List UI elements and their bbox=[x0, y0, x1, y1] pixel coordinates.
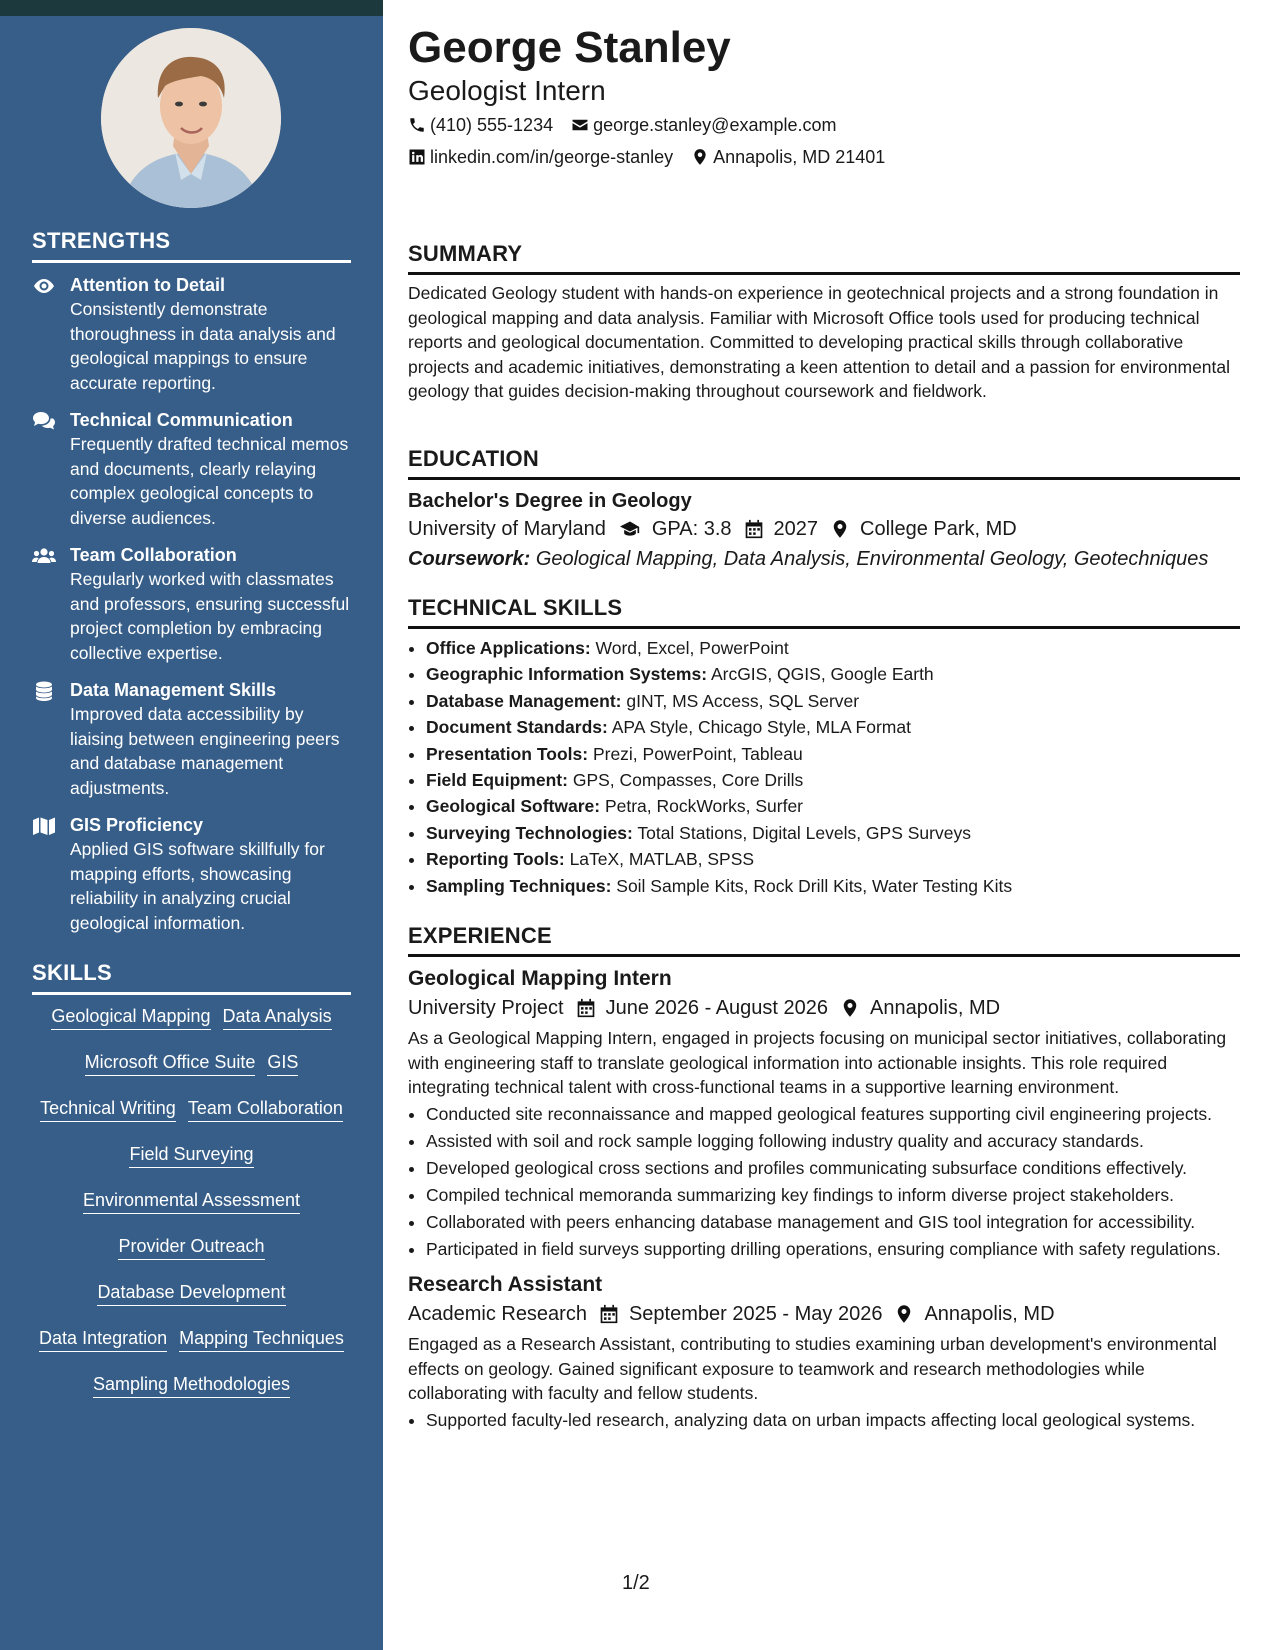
contact-email[interactable] bbox=[571, 113, 836, 137]
job-bullet: • Assisted with soil and rock sample logging following industry quality and accuracy standards. bbox=[426, 1129, 1240, 1154]
technical-skills-section bbox=[408, 594, 1240, 900]
database-icon bbox=[32, 678, 70, 800]
job-dates: September 2025 - May 2026 bbox=[628, 1303, 883, 1325]
technical-skill-item: • Document Standards: APA Style, Chicago Style, MLA Format bbox=[426, 715, 1240, 739]
strength-title: GIS Proficiency bbox=[70, 815, 204, 835]
job-entry-meta bbox=[408, 993, 1240, 1023]
skill-tag: Microsoft Office Suite bbox=[85, 1050, 256, 1076]
strength-description: Consistently demonstrate thoroughness in data analysis and geological mappings to ensure accurate reporting. bbox=[70, 299, 336, 393]
email-text[interactable]: george.stanley@example.com bbox=[593, 115, 837, 135]
strength-description: Frequently drafted technical memos and documents, clearly relaying complex geological concepts to diverse audiences. bbox=[70, 434, 349, 528]
job-description: Engaged as a Research Assistant, contributing to studies examining urban development's environmental effects on geology. Gained significant exposure to teamwork and research methodologies while collaborating with faculty and fellow students. bbox=[408, 1334, 1217, 1403]
job-dates: June 2026 - August 2026 bbox=[605, 997, 829, 1019]
technical-skills-heading: TECHNICAL SKILLS bbox=[408, 594, 1240, 629]
contact-phone bbox=[408, 113, 553, 137]
map-marker-icon bbox=[894, 1304, 914, 1324]
map-marker-icon bbox=[830, 519, 850, 539]
graduation-cap-icon bbox=[618, 519, 642, 539]
map-marker-icon bbox=[840, 998, 860, 1018]
strength-title: Data Management Skills bbox=[70, 680, 277, 700]
comments-icon bbox=[32, 408, 70, 530]
experience-heading: EXPERIENCE bbox=[408, 922, 1240, 957]
skills-list bbox=[32, 1004, 351, 1418]
job-entry-meta bbox=[408, 1299, 1240, 1329]
skill-tag: Environmental Assessment bbox=[83, 1188, 300, 1214]
strength-item bbox=[32, 543, 357, 665]
job-description: As a Geological Mapping Intern, engaged in projects focusing on municipal sector initiatives, collaborating with engineering staff to translate geological information into actionable insights. This role required integrating technical talent with cross-functional teams in a supportive learning environment. bbox=[408, 1028, 1227, 1097]
eye-icon bbox=[32, 273, 70, 395]
phone-text: (410) 555-1234 bbox=[430, 115, 554, 135]
job-title: Geologist Intern bbox=[408, 75, 606, 106]
skill-tag: Geological Mapping bbox=[51, 1004, 210, 1030]
map-icon bbox=[32, 813, 70, 935]
skill-tag: GIS bbox=[267, 1050, 298, 1076]
technical-skill-item: • Geological Software: Petra, RockWorks, Surfer bbox=[426, 794, 1240, 818]
coursework-text: Geological Mapping, Data Analysis, Environmental Geology, Geotechniques bbox=[535, 548, 1209, 570]
job-location: Annapolis, MD bbox=[924, 1303, 1055, 1325]
summary-heading: SUMMARY bbox=[408, 240, 1240, 275]
graduation-year: 2027 bbox=[773, 518, 819, 540]
contact-row-2 bbox=[408, 145, 903, 169]
linkedin-icon bbox=[408, 148, 426, 166]
strength-description: Applied GIS software skillfully for mapping efforts, showcasing reliability in analyzing crucial geological information. bbox=[70, 839, 325, 933]
strength-item bbox=[32, 678, 357, 800]
experience-section bbox=[408, 922, 1240, 1435]
strength-item bbox=[32, 813, 357, 935]
job-entry bbox=[408, 965, 1240, 1261]
job-bullets bbox=[408, 1102, 1240, 1262]
job-bullet: • Supported faculty-led research, analyzing data on urban impacts affecting local geological systems. bbox=[426, 1408, 1240, 1433]
school-location: College Park, MD bbox=[860, 518, 1017, 540]
calendar-icon bbox=[744, 519, 764, 539]
contact-linkedin[interactable] bbox=[408, 145, 673, 169]
strength-item bbox=[32, 273, 357, 395]
technical-skill-item: • Field Equipment: GPS, Compasses, Core Drills bbox=[426, 768, 1240, 792]
linkedin-text[interactable]: linkedin.com/in/george-stanley bbox=[430, 147, 674, 167]
job-org: Academic Research bbox=[408, 1303, 587, 1325]
education-meta bbox=[408, 514, 1240, 544]
sidebar bbox=[0, 16, 383, 1650]
summary-text: Dedicated Geology student with hands-on experience in geotechnical projects and a strong foundation in geological mapping and data analysis. Familiar with Microsoft Office tools used for producing technical reports and geological documentation. Committed to developing practical skills through collaborative projects and academic initiatives, demonstrating a keen attention to detail and a passion for environmental geology that guides decision-making throughout coursework and fieldwork. bbox=[408, 283, 1231, 401]
job-entry bbox=[408, 1271, 1240, 1432]
map-marker-icon bbox=[691, 148, 709, 166]
calendar-icon bbox=[576, 998, 596, 1018]
job-bullet: • Developed geological cross sections and profiles communicating subsurface conditions effectively. bbox=[426, 1156, 1240, 1181]
technical-skill-item: • Database Management: gINT, MS Access, SQL Server bbox=[426, 689, 1240, 713]
technical-skills-list bbox=[408, 636, 1240, 898]
strength-title: Team Collaboration bbox=[70, 545, 237, 565]
job-entry-title: Research Assistant bbox=[408, 1273, 603, 1296]
strength-item bbox=[32, 408, 357, 530]
job-bullets bbox=[408, 1408, 1240, 1433]
job-bullet: • Compiled technical memoranda summarizing key findings to inform diverse project stakeholders. bbox=[426, 1183, 1240, 1208]
job-bullet: • Conducted site reconnaissance and mapped geological features supporting civil engineering projects. bbox=[426, 1102, 1240, 1127]
job-bullet: • Participated in field surveys supporting drilling operations, ensuring compliance with safety regulations. bbox=[426, 1237, 1240, 1262]
technical-skill-item: • Reporting Tools: LaTeX, MATLAB, SPSS bbox=[426, 847, 1240, 871]
strength-title: Technical Communication bbox=[70, 410, 293, 430]
technical-skill-item: • Presentation Tools: Prezi, PowerPoint, Tableau bbox=[426, 742, 1240, 766]
calendar-icon bbox=[599, 1304, 619, 1324]
strengths-heading: STRENGTHS bbox=[32, 228, 351, 263]
technical-skill-item: • Surveying Technologies: Total Stations, Digital Levels, GPS Surveys bbox=[426, 821, 1240, 845]
profile-photo bbox=[101, 28, 281, 208]
location-text: Annapolis, MD 21401 bbox=[713, 147, 886, 167]
strength-description: Regularly worked with classmates and professors, ensuring successful project completion by embracing collective expertise. bbox=[70, 569, 350, 663]
job-org: University Project bbox=[408, 997, 564, 1019]
job-location: Annapolis, MD bbox=[870, 997, 1001, 1019]
coursework-label: Coursework: bbox=[408, 548, 531, 570]
strength-title: Attention to Detail bbox=[70, 275, 225, 295]
phone-icon bbox=[408, 116, 426, 134]
skill-tag: Provider Outreach bbox=[118, 1234, 264, 1260]
skill-tag: Team Collaboration bbox=[188, 1096, 343, 1122]
skills-heading: SKILLS bbox=[32, 960, 351, 995]
summary-section bbox=[408, 240, 1240, 404]
education-heading: EDUCATION bbox=[408, 445, 1240, 480]
contact-row-1 bbox=[408, 113, 855, 137]
skill-tag: Sampling Methodologies bbox=[93, 1372, 290, 1398]
skill-tag: Technical Writing bbox=[40, 1096, 176, 1122]
sidebar-top-bar bbox=[0, 0, 383, 16]
technical-skill-item: • Office Applications: Word, Excel, PowerPoint bbox=[426, 636, 1240, 660]
skill-tag: Database Development bbox=[97, 1280, 285, 1306]
skill-tag: Field Surveying bbox=[129, 1142, 253, 1168]
degree-title: Bachelor's Degree in Geology bbox=[408, 490, 692, 512]
job-entry-title: Geological Mapping Intern bbox=[408, 967, 672, 990]
skill-tag: Data Integration bbox=[39, 1326, 167, 1352]
strength-description: Improved data accessibility by liaising between engineering peers and database management adjustments. bbox=[70, 704, 340, 798]
strengths-list bbox=[32, 273, 357, 948]
skill-tag: Data Analysis bbox=[223, 1004, 332, 1030]
skill-tag: Mapping Techniques bbox=[179, 1326, 344, 1352]
technical-skill-item: • Geographic Information Systems: ArcGIS, QGIS, Google Earth bbox=[426, 662, 1240, 686]
school-name: University of Maryland bbox=[408, 518, 606, 540]
envelope-icon bbox=[571, 116, 589, 134]
contact-location bbox=[691, 145, 885, 169]
job-bullet: • Collaborated with peers enhancing database management and GIS tool integration for accessibility. bbox=[426, 1210, 1240, 1235]
coursework bbox=[408, 544, 1240, 574]
users-icon bbox=[32, 543, 70, 665]
candidate-name: George Stanley bbox=[408, 23, 731, 72]
gpa-text: GPA: 3.8 bbox=[651, 518, 732, 540]
technical-skill-item: • Sampling Techniques: Soil Sample Kits, Rock Drill Kits, Water Testing Kits bbox=[426, 874, 1240, 898]
education-section bbox=[408, 445, 1240, 574]
page-number: 1/2 bbox=[622, 1572, 650, 1594]
